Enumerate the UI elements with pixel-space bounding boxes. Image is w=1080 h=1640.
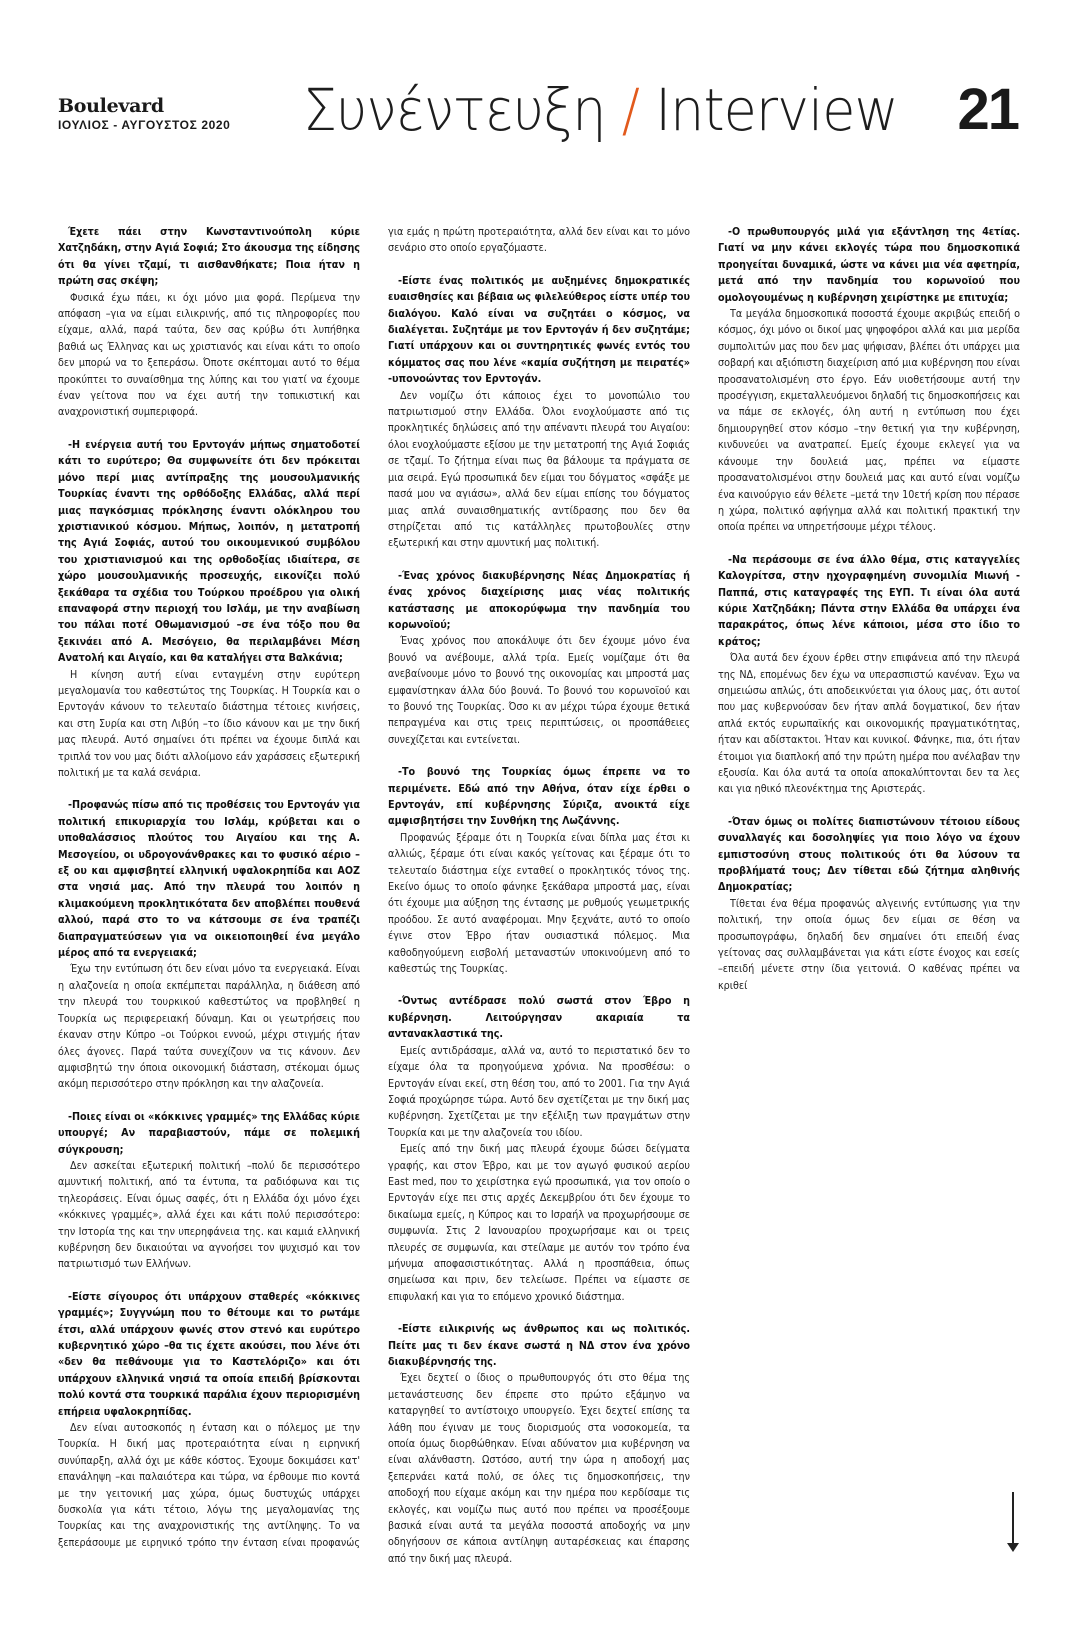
answer-5: Δεν είναι αυτοσκοπός η ένταση και ο πόλεμος με την Τουρκία. Η δική μας προτεραιότητα είναι η ειρηνική συνύπαρξη, αλλά όχι με κάθε κόστος. Έχουμε δοκιμάσει κατ' επανάληψη –και παλαιότερα και τώρα, να έρθουμε πιο κοντά με την γειτονική μας χώρα, όμως δυστυχώς υπάρχει δυσκολία για κάτι τέτοιο, λόγω της μεγαλομανίας της Τουρκίας και της αναχρονιστικής της αντίληψης. Το να ξεπεράσουμε με ειρηνικό τρόπο την ένταση είναι προφανώς για εμάς η πρώτη προτεραιότητα, αλλά δεν είναι και το μόνο σενάριο στο οποίο εργαζόμαστε. (58, 225, 690, 1549)
question-12: -Να περάσουμε σε ένα άλλο θέμα, στις καταγγελίες Καλογρίτσα, στην ηχογραφημένη συνομιλία Μιωνή - Παππά, στις καταγραφές της ΕΥΠ. Τι είναι όλα αυτά κύριε Χατζηδάκη; Πάντα στην Ελλάδα θα υπάρχει ένα παρακράτος, όπως λένε κάποιοι, μέσα στο ίδιο το κράτος; (718, 552, 1020, 648)
answer-13: Τίθεται ένα θέμα προφανώς αλγεινής εντύπωσης για την πολιτική, την οποία όμως δεν είμαι σε θέση να προσωπογράφω, δηλαδή δεν σημαίνει ότι επειδή ένας γείτονας σας συλλαμβάνεται για κάτι είστε ένοχος και εσείς –επειδή μένετε στην ίδια γειτονιά. Ο καθένας πρέπει να κριθεί (718, 896, 1020, 992)
issue-date: ΙΟΥΛΙΟΣ - ΑΥΓΟΥΣΤΟΣ 2020 (58, 118, 231, 132)
question-9: -Όντως αντέδρασε πολύ σωστά στον Έβρο η κυβέρνηση. Λειτούργησαν ακαριαία τα αντανακλαστικά της. (388, 994, 690, 1041)
question-11: -Ο πρωθυπουργός μιλά για εξάντληση της 4ετίας. Γιατί να μην κάνει εκλογές τώρα που δημοσκοπικά προηγείται δυναμικά, ώστε να κάνει μια νέα αφετηρία, μετά από την πανδημία του κορωνοϊού που ομολογουμένως η κυβέρνηση χειρίστηκε με επιτυχία; (718, 225, 1020, 304)
answer-1: Φυσικά έχω πάει, κι όχι μόνο μια φορά. Περίμενα την απόφαση –για να είμαι ειλικρινής, από τις πληροφορίες που είχαμε, αλλά, παρά ταύτα, δεν σας κρύβω ότι λυπήθηκα βαθιά ως Έλληνας και ως χριστιανός και είναι κάτι το οποίο δεν μπορώ να το ξεπεράσω. Όποτε σκέπτομαι αυτό το θέμα προκύπτει το συναίσθημα της λύπης και του γιατί να έχουμε έναν γείτονα που να έχει αυτή την τοπικιστική και αναχρονιστική συμπεριφορά. (58, 290, 360, 419)
section-title-english: Interview (655, 76, 898, 144)
section-title-slash: / (621, 76, 639, 144)
answer-4: Δεν ασκείται εξωτερική πολιτική –πολύ δε περισσότερο αμυντική πολιτική, από τα έντυπα, τα ραδιόφωνα και τις τηλεοράσεις. Είναι όμως σαφές, ότι η Ελλάδα όχι μόνο έχει «κόκκινες γραμμές», αλλά έχει και κάτι πολύ περισσότερο: την Ιστορία της και την υπερηφάνεια της. και καμιά ελληνική κυβέρνηση δεν δικαιούται να αγνοήσει τον ψυχισμό και τον πατριωτισμό των Ελλήνων. (58, 1158, 360, 1271)
answer-8: Προφανώς ξέραμε ότι η Τουρκία είναι δίπλα μας έτσι κι αλλιώς, ξέραμε ότι είναι κακός γείτονας και ξέραμε ότι το τελευταίο διάστημα είχε ενταθεί ο προκλητικός τόνος της. Εκείνο όμως το οποίο φάνηκε ξεκάθαρα μπροστά μας, είναι ότι έχουμε μια αύξηση της έντασης με ρυθμούς γεωμετρικής προόδου. Σε αυτό αναφέρομαι. Μην ξεχνάτε, αυτό το οποίο έγινε στον Έβρο ήταν ουσιαστικά πόλεμος. Μια καθοδηγούμενη εισβολή μεταναστών υποκινούμενη από το καθεστώς της Τουρκίας. (388, 830, 690, 976)
answer-11: Τα μεγάλα δημοσκοπικά ποσοστά έχουμε ακριβώς επειδή ο κόσμος, όχι μόνο οι δικοί μας ψηφοφόροι αλλά και μια μερίδα συμπολιτών μας που δεν μας ψήφισαν, βλέπει ότι υπάρχει μια σοβαρή και αξιόπιστη διαχείριση από μια κυβέρνηση που είναι προσανατολισμένη στο έργο. Εάν υιοθετήσουμε αυτή την προσέγγιση, εκμεταλλευόμενοι δηλαδή τις δημοσκοπήσεις και να πάμε σε εκλογές, όλη αυτή η εντύπωση που έχει δημιουργηθεί στον κόσμο –την θετική για την κυβέρνηση, κινδυνεύει να ανατραπεί. Εμείς έχουμε εκλεγεί για να κάνουμε την δουλειά μας, πρέπει να είμαστε προσανατολισμένοι στην δουλειά μας και αυτό είναι νομίζω ένα καινούργιο εάν θέλετε –μετά την 10ετή κρίση που πέρασε η χώρα, πολιτικό αφήγημα αλλά και πολιτική πρακτική την οποία πρέπει να υπηρετήσουμε μέχρι τέλους. (718, 307, 1020, 534)
answer-3: Έχω την εντύπωση ότι δεν είναι μόνο τα ενεργειακά. Είναι η αλαζονεία η οποία εκπέμπεται παράλληλα, η διάθεση από την πλευρά του τουρκικού καθεστώτος να προβληθεί η Τουρκία ως περιφερειακή δύναμη. Και οι γεωτρήσεις που έκαναν στην Κύπρο –οι Τούρκοι εννοώ, μέχρι στιγμής ήταν όλες άγονες. Παρά ταύτα συνεχίζουν να τις κάνουν. Δεν αμφισβητώ την όποια οικονομική διάσταση, στέκομαι όμως ακόμη περισσότερο στην πρόκληση και την αλαζονεία. (58, 962, 360, 1091)
answer-9a: Εμείς αντιδράσαμε, αλλά να, αυτό το περιστατικό δεν το είχαμε όλα τα προηγούμενα χρόνια. Να προσθέσω: ο Ερντογάν είναι εκεί, στη θέση του, από το 2001. Για την Αγιά Σοφιά προχώρησε τώρα. Αυτό δεν σχετίζεται με την δική μας κυβέρνηση. Σχετίζεται με την εξέλιξη των πραγμάτων στην Τουρκία και με την αλαζονεία του ιδίου. (388, 1043, 690, 1139)
continue-arrow-icon (1012, 1492, 1014, 1544)
question-13: -Όταν όμως οι πολίτες διαπιστώνουν τέτοιου είδους συναλλαγές και δοσοληψίες για ποιο λόγο να έχουν εμπιστοσύνη στους πολιτικούς ότι θα λύσουν τα προβλήματά τους; Δεν τίθεται εδώ ζήτημα αληθινής Δημοκρατίας; (718, 814, 1020, 894)
question-5: -Είστε σίγουρος ότι υπάρχουν σταθερές «κόκκινες γραμμές»; Συγγνώμη που το θέτουμε και το ρωτάμε έτσι, αλλά υπάρχουν φωνές στον στενό και ευρύτερο κυβερνητικό χώρο –θα τις έχετε ακούσει, που λένε ότι «δεν θα πεθάνουμε για το Καστελόριζο» και ότι υπάρχουν ελληνικά νησιά τα οποία επειδή βρίσκονται πολύ κοντά στα τουρκικά παράλια έχουν περιορισμένη επήρεια υφαλοκρηπίδας. (58, 1289, 360, 1418)
question-6: -Είστε ένας πολιτικός με αυξημένες δημοκρατικές ευαισθησίες και βέβαια ως φιλελεύθερος είστε υπέρ του διαλόγου. Καλό είναι να συζητάει ο κόσμος, να διαλέγεται. Συζητάμε με τον Ερντογάν ή δεν συζητάμε; Γιατί υπάρχουν και οι συντηρητικές φωνές εντός του κόμματος σας που λένε «καμία συζήτηση με πειρατές» -υπονοώντας τον Ερντογάν. (388, 273, 690, 386)
question-2: -Η ενέργεια αυτή του Ερντογάν μήπως σηματοδοτεί κάτι το ευρύτερο; Θα συμφωνείτε ότι δεν πρόκειται μόνο περί μιας αντίπραξης της μουσουλμανικής Τουρκίας έναντι της ορθόδοξης Ελλάδας, αλλά περί μιας παγκόσμιας πρόκλησης έναντι ολόκληρου του χριστιανικού κόσμου. Μήπως, λοιπόν, η μετατροπή της Αγιά Σοφιάς, αυτού του οικουμενικού συμβόλου του χριστιανισμού και της ορθοδοξίας ιδιαίτερα, σε χώρο μουσουλμανικής προσευχής, εικονίζει πολύ ξεκάθαρα τα σχέδια του Τούρκου προέδρου για ολική επαναφορά στην περιοχή του Ισλάμ, με την αναβίωση του πάλαι ποτέ Οθωμανισμού –σε ένα τόξο που θα ξεκινάει από Α. Μεσόγειο, θα περιλαμβάνει Μέση Ανατολή και Αιγαίο, και θα καταλήγει στα Βαλκάνια; (58, 437, 360, 665)
answer-12: Όλα αυτά δεν έχουν έρθει στην επιφάνεια από την πλευρά της ΝΔ, επομένως δεν έχω να υπερασπιστώ κανέναν. Έχω να σημειώσω απλώς, ότι αποδεικνύεται για όλους μας, ότι αυτοί που μας κυβερνούσαν δεν ήταν απλά δογματικοί, δεν ήταν απλά εκτός ευρωπαϊκής και οικονομικής πραγματικότητας, ήταν και αδίστακτοι. Ήταν και κυνικοί. Φάνηκε, πια, ότι ήταν έτοιμοι για διαπλοκή από την πρώτη ημέρα που ανέλαβαν την εξουσία. Και όλα αυτά τα οποία αποκαλύπτονται δεν τα λες και για ηθικό πλεονέκτημα της Αριστεράς. (718, 651, 1020, 796)
answer-6: Δεν νομίζω ότι κάποιος έχει το μονοπώλιο του πατριωτισμού στην Ελλάδα. Όλοι ενοχλούμαστε από τις προκλητικές δηλώσεις από την απέναντι πλευρά του Αιγαίου: όλοι ενοχλούμαστε εξίσου με την μετατροπή της Αγιά Σοφιάς σε τζαμί. Το ζήτημα είναι πως θα βάλουμε τα πράγματα σε μια σειρά. Εγώ προσωπικά δεν είμαι του δόγματος «σφάξε με πασά μου να αγιάσω», αλλά δεν είμαι επίσης του δόγματος μιας απλά συναισθηματικής αντίδρασης που δεν θα στηρίζεται από τις κατάλληλες πρωτοβουλίες στην εξωτερική και στην αμυντική μας πολιτική. (388, 388, 690, 550)
answer-7: Ένας χρόνος που αποκάλυψε ότι δεν έχουμε μόνο ένα βουνό να ανέβουμε, αλλά τρία. Εμείς νομίζαμε ότι θα ανεβαίνουμε μόνο το βουνό της οικονομίας και μπροστά μας εμφανίστηκαν άλλα δύο βουνά. Το βουνό του κορωνοϊού και το βουνό της Τουρκίας. Όσο κι αν μέχρι τώρα έχουμε θετικά πεπραγμένα και στις τρεις περιπτώσεις, οι προσπάθειες συνεχίζεται και εντείνεται. (388, 634, 690, 746)
question-10: -Είστε ειλικρινής ως άνθρωπος και ως πολιτικός. Πείτε μας τι δεν έκανε σωστά η ΝΔ στον ένα χρόνο διακυβέρνησής της. (388, 1322, 690, 1368)
page-number: 21 (957, 77, 1018, 142)
question-4: -Ποιες είναι οι «κόκκινες γραμμές» της Ελλάδας κύριε υπουργέ; Αν παραβιαστούν, πάμε σε πολεμική σύγκρουση; (58, 1109, 360, 1156)
question-3: -Προφανώς πίσω από τις προθέσεις του Ερντογάν για πολιτική επικυριαρχία του Ισλάμ, κρύβεται και ο υποθαλάσσιος πλούτος του Αιγαίου και της Α. Μεσογείου, οι υδρογονάνθρακες και το φυσικό αέριο –εξ ου και αμφισβητεί ελληνική υφαλοκρηπίδα και ΑΟΖ στα νησιά μας. Από την πλευρά του λοιπόν η κλιμακούμενη προκλητικότατα δεν αποβλέπει πουθενά αλλού, παρά στο το να κάτσουμε σε ένα τραπέζι διαπραγματεύσεων για να οικειοποιηθεί ένα μεγάλο μέρος από τα ενεργειακά; (58, 798, 360, 960)
question-8: -Το βουνό της Τουρκίας όμως έπρεπε να το περιμένετε. Εδώ από την Αθήνα, όταν είχε έρθει ο Ερντογάν, επί κυβέρνησης Σύριζα, ανοικτά είχε αμφισβητήσει την Συνθήκη της Λωζάννης. (388, 765, 690, 828)
answer-9b: Εμείς από την δική μας πλευρά έχουμε δώσει δείγματα γραφής, και στον Έβρο, και με τον αγωγό φυσικού αερίου East med, που το χειρίστηκα εγώ προσωπικά, για τον οποίο ο Ερντογάν είχε πει στις αρχές Δεκεμβρίου ότι δεν έχουμε το δικαίωμα εμείς, η Κύπρος και το Ισραήλ να προχωρήσουμε σε συμφωνία. Στις 2 Ιανουαρίου προχωρήσαμε και οι τρεις πλευρές σε συμφωνία, και στείλαμε με αυτόν τον τρόπο ένα μήνυμα αποφασιστικότητας. Αλλά η προσπάθεια, όπως σημείωσα και πριν, δεν τελείωσε. Πρέπει να είμαστε σε επιφυλακή και για το επόμενο χρονικό διάστημα. (388, 1142, 690, 1303)
masthead (58, 96, 230, 132)
section-title (303, 78, 898, 142)
section-title-greek: Συνέντευξη (303, 76, 606, 144)
question-1: Έχετε πάει στην Κωνσταντινούπολη κύριε Χατζηδάκη, στην Αγιά Σοφιά; Στο άκουσμα της είδησης ότι θα γίνει τζαμί, τι αισθανθήκατε; Ποια ήταν η πρώτη σας σκέψη; (58, 225, 360, 288)
question-7: -Ένας χρόνος διακυβέρνησης Νέας Δημοκρατίας ή ένας χρόνος διαχείρισης μιας νέας πολιτικής κατάστασης με αποκορύφωμα την πανδημία του κορωνοϊού; (388, 568, 690, 631)
article-body (58, 224, 1020, 1576)
magazine-logo: Boulevard (58, 95, 164, 117)
answer-10: Έχει δεχτεί ο ίδιος ο πρωθυπουργός ότι στο θέμα της μετανάστευσης δεν έπρεπε στο πρώτο εξάμηνο να καταργηθεί το αντίστοιχο υπουργείο. Έχει δεχτεί επίσης τα λάθη που έγιναν με τους διορισμούς στα νοσοκομεία, τα οποία όμως διορθώθηκαν. Είναι αδύνατον μια κυβέρνηση να είναι αλάνθαστη. Ωστόσο, αυτή την ώρα η αποδοχή μας ξεπερνάει κατά πολύ, σε όλες τις δημοσκοπήσεις, την αποδοχή που είχαμε ακόμη και την ημέρα που κερδίσαμε τις εκλογές, και νομίζω πως αυτό που πρέπει να προσέξουμε βασικά είναι αυτά τα μεγάλα ποσοστά αποδοχής να μην οδηγήσουν σε κάποια αντίληψη αυταρέσκειας και έπαρσης από την δική μας πλευρά. (388, 1371, 690, 1565)
answer-2: Η κίνηση αυτή είναι ενταγμένη στην ευρύτερη μεγαλομανία του καθεστώτος της Τουρκίας. Η Τουρκία και ο Ερντογάν κάνουν το τελευταίο διάστημα τέτοιες κινήσεις, και στη Συρία και στη Λιβύη –το ίδιο κάνουν και με την δική μας πλευρά. Αυτό σημαίνει ότι πρέπει να έχουμε διπλά και τριπλά τον νου μας διότι αλλοίμονο εάν χαράσσεις εξωτερική πολιτική με τα καλά σενάρια. (58, 667, 360, 779)
